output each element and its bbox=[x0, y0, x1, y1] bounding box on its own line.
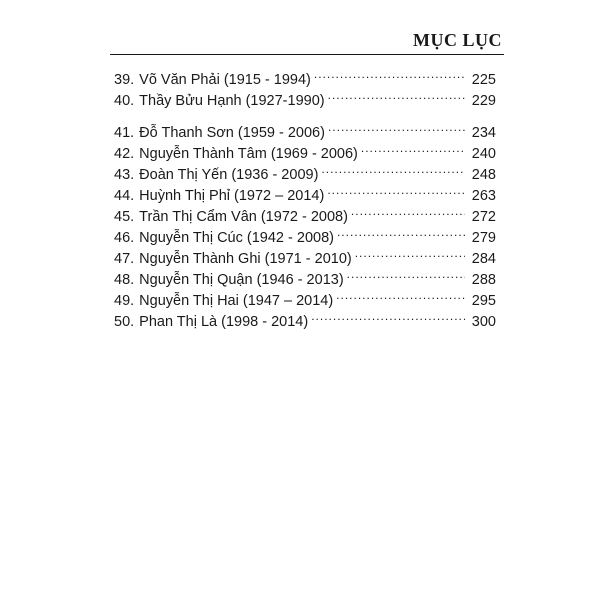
toc-entry-title: Nguyễn Thị Hai (1947 – 2014) bbox=[139, 293, 334, 309]
toc-entry-page: 288 bbox=[471, 272, 496, 288]
toc-entry-title: Đoàn Thị Yến (1936 - 2009) bbox=[139, 167, 319, 183]
toc-entry-number: 50. bbox=[114, 314, 135, 330]
toc-entry-page: 229 bbox=[471, 93, 496, 109]
dot-leader bbox=[314, 63, 465, 84]
toc-entry-number: 46. bbox=[114, 230, 135, 246]
toc-entry-number: 42. bbox=[114, 146, 135, 162]
toc-entry-number: 44. bbox=[114, 188, 135, 204]
dot-leader bbox=[321, 158, 465, 179]
toc-entry-title: Võ Văn Phải (1915 - 1994) bbox=[139, 72, 311, 88]
toc-entry-page: 300 bbox=[471, 314, 496, 330]
toc-entry-number: 40. bbox=[114, 93, 135, 109]
toc-entry-page: 284 bbox=[471, 251, 496, 267]
toc-entry-page: 279 bbox=[471, 230, 496, 246]
dot-leader bbox=[351, 200, 465, 221]
toc-entry-page: 234 bbox=[471, 125, 496, 141]
toc-entry-page: 240 bbox=[471, 146, 496, 162]
toc-entry bbox=[114, 63, 496, 88]
dot-leader bbox=[337, 221, 465, 242]
dot-leader bbox=[327, 179, 465, 200]
toc-entry-number: 48. bbox=[114, 272, 135, 288]
toc-entry-page: 248 bbox=[471, 167, 496, 183]
toc-entry-page: 272 bbox=[471, 209, 496, 225]
toc-entry-title: Đỗ Thanh Sơn (1959 - 2006) bbox=[139, 125, 325, 141]
toc-entry-page: 263 bbox=[471, 188, 496, 204]
toc-entry-page: 225 bbox=[471, 72, 496, 88]
dot-leader bbox=[355, 242, 465, 263]
toc-entry-number: 45. bbox=[114, 209, 135, 225]
dot-leader bbox=[361, 137, 465, 158]
toc-entry-number: 47. bbox=[114, 251, 135, 267]
toc-entry-title: Nguyễn Thành Tâm (1969 - 2006) bbox=[139, 146, 358, 162]
dot-leader bbox=[336, 284, 465, 305]
dot-leader bbox=[328, 116, 465, 137]
page-title: MỤC LỤC bbox=[413, 30, 502, 50]
toc-entry-title: Nguyễn Thị Quận (1946 - 2013) bbox=[139, 272, 344, 288]
toc-entry-number: 43. bbox=[114, 167, 135, 183]
dot-leader bbox=[328, 84, 465, 105]
toc-entry-number: 41. bbox=[114, 125, 135, 141]
toc-entry-number: 49. bbox=[114, 293, 135, 309]
toc-entry-title: Huỳnh Thị Phỉ (1972 – 2014) bbox=[139, 188, 325, 204]
toc-entry-title: Nguyễn Thành Ghi (1971 - 2010) bbox=[139, 251, 352, 267]
header-divider bbox=[110, 54, 504, 55]
toc-entry-title: Nguyễn Thị Cúc (1942 - 2008) bbox=[139, 230, 334, 246]
toc-entry-number: 39. bbox=[114, 72, 135, 88]
dot-leader bbox=[347, 263, 465, 284]
toc-entry-title: Trần Thị Cẩm Vân (1972 - 2008) bbox=[139, 209, 348, 225]
toc-entry bbox=[114, 116, 496, 141]
table-of-contents bbox=[114, 63, 496, 330]
dot-leader bbox=[311, 305, 465, 326]
toc-entry-page: 295 bbox=[471, 293, 496, 309]
toc-entry-title: Thầy Bửu Hạnh (1927-1990) bbox=[139, 93, 325, 109]
toc-entry-title: Phan Thị Là (1998 - 2014) bbox=[139, 314, 309, 330]
